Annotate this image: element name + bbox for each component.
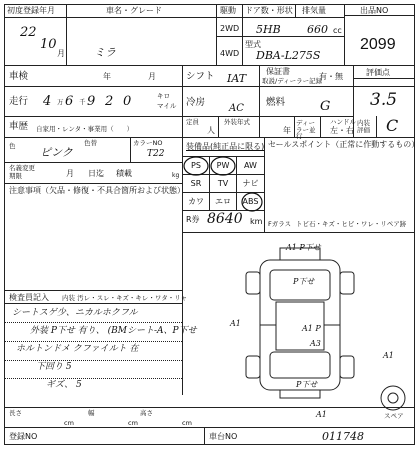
length-label: 長さ [9, 409, 22, 417]
divider [216, 4, 217, 65]
warranty-label: 保証書 [266, 67, 290, 76]
equip-navi: ナビ [236, 174, 265, 193]
glass-label: Fガラス [268, 220, 292, 228]
model-label: 型式 [245, 40, 261, 49]
type-label: 車歴 [9, 121, 29, 132]
displacement-label: 排気量 [302, 6, 326, 15]
handle-label: ハンドル [330, 118, 356, 126]
divider [216, 36, 344, 37]
equip-aero: エロ [209, 192, 237, 211]
shaken-label: 車検 [9, 71, 29, 82]
equip-tv: TV [209, 174, 237, 193]
equip-sr: SR [182, 174, 210, 193]
car-diagram [240, 240, 380, 400]
mileage-digit: 9 [87, 94, 96, 109]
divider [4, 360, 182, 361]
score-value: 3.5 [370, 90, 398, 110]
shaken-month-unit: 月 [148, 72, 156, 81]
divider [344, 4, 345, 65]
divider [320, 116, 321, 137]
digit-unit: 万 [57, 98, 64, 106]
divider [353, 78, 415, 79]
equip-aw: AW [236, 156, 265, 175]
divider [4, 322, 182, 323]
capacity-unit: 人 [207, 126, 215, 135]
cc-unit: cc [333, 26, 342, 35]
divider [344, 15, 415, 16]
fuel-label: 燃料 [266, 97, 286, 108]
divider [4, 407, 415, 408]
inspector-options: 内装 汚レ・スレ・キズ・キレ・ワタ・リャ [62, 294, 188, 302]
color-change-label: 色替 [84, 139, 97, 147]
color-value: ピンク [40, 146, 73, 159]
height-label: 高さ [140, 409, 153, 417]
first-reg-year: 22 [20, 25, 37, 40]
divider [182, 232, 415, 233]
handle-options: 左・右 [330, 126, 354, 135]
r-value: 8640 [207, 211, 243, 227]
divider [376, 116, 377, 137]
damage-mark-right: A1 [383, 351, 394, 360]
equip-leather: カワ [182, 192, 210, 211]
divider [4, 427, 415, 428]
divider [4, 183, 182, 184]
notes-label: 注意事項（欠品・修復・不具合箇所および状態） [9, 186, 185, 195]
loading-unit: kg [172, 172, 180, 179]
displacement-value: 660 [307, 23, 328, 36]
divider [4, 162, 182, 163]
mileage-digit: 4 [43, 94, 52, 109]
first-reg-month: 10 [40, 37, 57, 52]
divider [4, 17, 344, 18]
damage-mark-rear: P下せ [296, 380, 318, 389]
divider [4, 137, 415, 138]
score-label: 評価点 [366, 68, 390, 77]
color-no-value: T22 [147, 149, 165, 159]
type-options: 自家用・レンタ・事業用（ ） [36, 125, 134, 133]
mileage-digit: 0 [123, 94, 132, 109]
damage-mark-top: A1 P下せ [286, 243, 321, 252]
divider [4, 116, 353, 117]
outer-year-unit: 年 [283, 126, 291, 135]
doors-value: 5HB [256, 23, 281, 36]
equipment-circle-marks [182, 152, 266, 214]
drive-2wd: 2WD [220, 24, 240, 33]
glass-options: トビ石・キズ・ヒビ・ワレ・リペア跡 [296, 220, 407, 228]
spare-tire-icon [378, 383, 408, 413]
spare-label: スペア [384, 412, 404, 420]
divider [130, 137, 131, 162]
capacity-label: 定員 [186, 118, 199, 126]
divider [218, 116, 219, 137]
equipment-title: 装備品(純正品に限る) [186, 142, 265, 151]
divider [204, 427, 205, 445]
warranty-sub: 取説/ディーラー記録 [262, 77, 323, 85]
chassis-label: 車台NO [209, 432, 238, 441]
divider [242, 4, 243, 65]
digit-unit: 千 [79, 98, 86, 106]
divider [4, 303, 182, 304]
warranty-options: 有・無 [319, 72, 343, 81]
name-value: ミラ [94, 46, 116, 59]
reg-no-label: 登録NO [9, 432, 38, 441]
shaken-year-unit: 年 [103, 72, 111, 81]
divider [295, 4, 296, 17]
equip-abs: ABS [236, 192, 265, 211]
note-line: 外装 P下せ 有り、 (BMシート-A、P下せ [30, 326, 197, 336]
r-label: R券 [186, 215, 200, 224]
equip-ps: PS [182, 156, 210, 175]
drive-label: 駆動 [220, 6, 236, 15]
lot-number: 2099 [360, 36, 396, 53]
shift-label: シフト [186, 71, 215, 82]
aircon-value: AC [229, 103, 244, 114]
damage-mark-center2: A3 [310, 339, 321, 348]
unit-km: キロ [157, 92, 170, 100]
damage-mark-bottom: A1 [316, 410, 327, 419]
damage-mark-left: A1 [230, 319, 241, 328]
sales-point-label: セールスポイント（正常に作動するもの） [268, 140, 420, 149]
loading-label: 積載 [116, 169, 132, 178]
divider [182, 65, 183, 137]
first-reg-label: 初度登録年月 [7, 6, 55, 15]
shift-value: IAT [227, 72, 247, 85]
name-grade-label: 車名・グレード [106, 6, 162, 15]
aircon-label: 冷房 [186, 97, 206, 108]
color-no-header: カラーNO [133, 139, 163, 147]
damage-mark-center: A1 P [302, 324, 321, 333]
fuel-value: G [320, 99, 331, 114]
note-line: シートスゲ少、ニカルホクフル [12, 308, 138, 318]
height-unit: cm [182, 419, 192, 427]
divider [4, 290, 182, 291]
mileage-digits [33, 90, 153, 112]
deadline-day: 日迄 [88, 169, 104, 178]
mileage-digit: 2 [105, 94, 114, 109]
dealer-label: ディーラー並行 [296, 119, 316, 140]
chassis-value: 011748 [322, 430, 364, 443]
drive-4wd: 4WD [220, 49, 240, 58]
interior-value: C [386, 116, 399, 135]
interior-label: 内装評価 [357, 119, 370, 134]
lot-label: 出品NO [360, 6, 389, 15]
name-change-label: 名義変更期限 [9, 164, 35, 180]
doors-label: ドア数・形状 [245, 6, 293, 15]
width-unit: cm [128, 419, 138, 427]
unit-mile: マイル [157, 102, 177, 110]
divider [294, 116, 295, 137]
divider [66, 4, 67, 65]
divider [4, 341, 182, 342]
divider [259, 65, 260, 137]
r-unit: km [250, 217, 263, 226]
width-label: 幅 [88, 409, 95, 417]
damage-mark-front: P下せ [293, 277, 315, 286]
mileage-digit: 6 [65, 94, 74, 109]
color-label: 色 [9, 142, 16, 150]
note-line: ホルトンドメ クファイルト 在 [16, 344, 139, 354]
mileage-label: 走行 [9, 96, 29, 107]
model-value: DBA-L275S [256, 49, 321, 62]
length-unit: cm [64, 419, 74, 427]
note-line: 下回り 5 [36, 362, 72, 372]
divider [4, 378, 182, 379]
deadline-month: 月 [66, 169, 74, 178]
inspector-label: 検査員記入 [9, 293, 49, 302]
outer-color-label: 外装年式 [224, 118, 250, 126]
equip-pw: PW [209, 156, 237, 175]
note-line: ギズ、 5 [46, 380, 82, 390]
month-unit: 月 [57, 49, 65, 58]
